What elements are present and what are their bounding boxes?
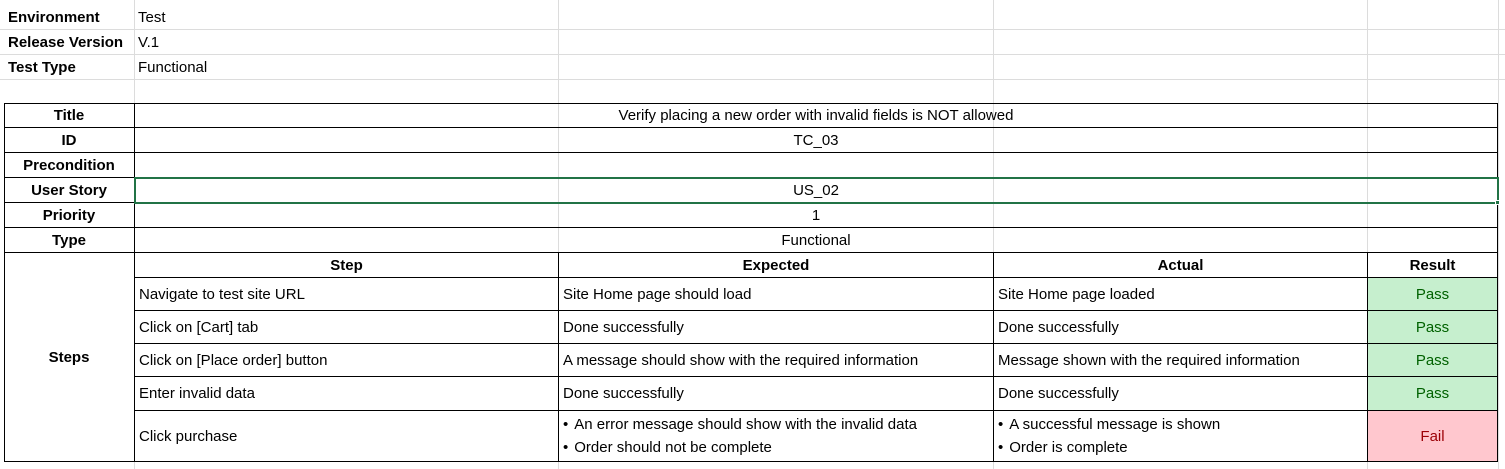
bullet-item: • An error message should show with the invalid data — [563, 416, 917, 433]
value-priority[interactable]: 1 — [135, 203, 1498, 228]
result-pass-cell[interactable]: Pass — [1368, 311, 1498, 344]
steps-header-result[interactable]: Result — [1368, 253, 1498, 278]
value-id[interactable]: TC_03 — [135, 128, 1498, 153]
meta-key: Release Version — [8, 34, 124, 51]
label-title[interactable]: Title — [4, 103, 135, 128]
step-cell[interactable]: Click on [Place order] button — [135, 344, 559, 377]
value-title[interactable]: Verify placing a new order with invalid fields is NOT allowed — [135, 103, 1498, 128]
actual-cell[interactable] — [994, 411, 1368, 462]
expected-cell[interactable]: Done successfully — [559, 377, 994, 411]
label-user-story[interactable]: User Story — [4, 178, 135, 203]
label-type[interactable]: Type — [4, 228, 135, 253]
expected-cell[interactable] — [559, 411, 994, 462]
meta-key: Environment — [8, 9, 100, 26]
label-priority[interactable]: Priority — [4, 203, 135, 228]
meta-row-release-version — [0, 30, 560, 55]
result-fail-cell[interactable]: Fail — [1368, 411, 1498, 462]
meta-row-environment — [0, 5, 560, 30]
actual-cell[interactable]: Done successfully — [994, 311, 1368, 344]
steps-header-expected[interactable]: Expected — [559, 253, 994, 278]
expected-cell[interactable]: Done successfully — [559, 311, 994, 344]
meta-value[interactable]: Test — [138, 9, 166, 26]
expected-cell[interactable]: Site Home page should load — [559, 278, 994, 311]
meta-row-test-type — [0, 55, 560, 80]
step-cell[interactable]: Click purchase — [135, 411, 559, 462]
steps-header-actual[interactable]: Actual — [994, 253, 1368, 278]
step-cell[interactable]: Enter invalid data — [135, 377, 559, 411]
bullet-item: • A successful message is shown — [998, 416, 1220, 433]
test-case-table — [4, 103, 1498, 462]
meta-value[interactable]: V.1 — [138, 34, 160, 51]
meta-key: Test Type — [8, 59, 76, 76]
meta-value[interactable]: Functional — [138, 59, 208, 76]
result-pass-cell[interactable]: Pass — [1368, 344, 1498, 377]
bullet-item: • Order should not be complete — [563, 439, 772, 456]
fill-handle[interactable] — [1495, 200, 1500, 205]
value-user-story[interactable]: US_02 — [135, 178, 1498, 203]
bullet-item: • Order is complete — [998, 439, 1128, 456]
step-cell[interactable]: Navigate to test site URL — [135, 278, 559, 311]
label-precondition[interactable]: Precondition — [4, 153, 135, 178]
value-precondition[interactable] — [135, 153, 1498, 178]
expected-cell[interactable]: A message should show with the required information — [559, 344, 994, 377]
steps-header-step[interactable]: Step — [135, 253, 559, 278]
label-id[interactable]: ID — [4, 128, 135, 153]
label-steps[interactable]: Steps — [4, 253, 135, 462]
step-cell[interactable]: Click on [Cart] tab — [135, 311, 559, 344]
value-type[interactable]: Functional — [135, 228, 1498, 253]
result-pass-cell[interactable]: Pass — [1368, 377, 1498, 411]
result-pass-cell[interactable]: Pass — [1368, 278, 1498, 311]
actual-cell[interactable]: Message shown with the required information — [994, 344, 1368, 377]
actual-cell[interactable]: Done successfully — [994, 377, 1368, 411]
actual-cell[interactable]: Site Home page loaded — [994, 278, 1368, 311]
